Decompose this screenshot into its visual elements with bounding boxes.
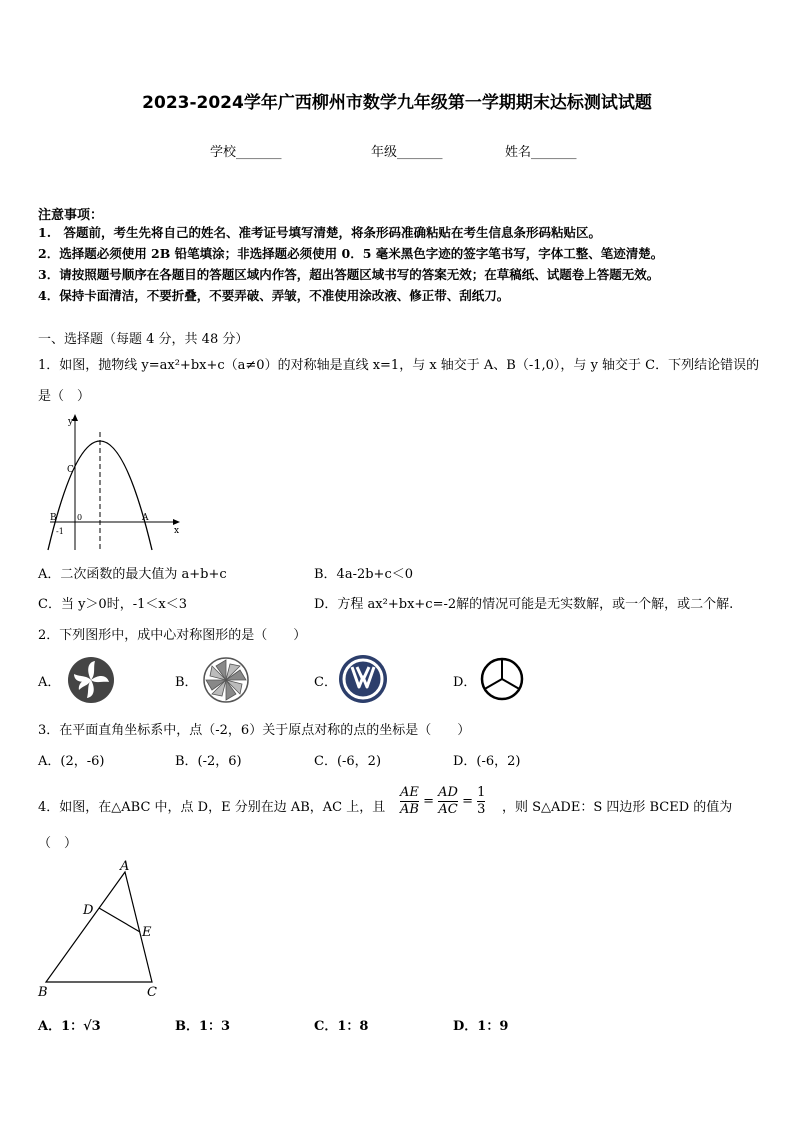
q1-option-c[interactable]: C．当 y＞0时，-1＜x＜3	[38, 597, 187, 612]
q3-option-a[interactable]: A．(2，-6)	[38, 754, 105, 769]
vertex-b-label: B	[38, 985, 48, 1000]
q4-option-b[interactable]: B．1：3	[175, 1019, 231, 1034]
point-c-label: C	[67, 465, 74, 475]
vertex-c-label: C	[147, 985, 157, 1000]
neg-one-label: -1	[56, 527, 64, 536]
note-item: 3．请按照题号顺序在各题目的答题区域内作答，超出答题区域书写的答案无效；在草稿纸、试题卷上答题无效。	[38, 267, 660, 282]
point-a-label: A	[142, 513, 149, 523]
x-label: x	[174, 526, 180, 536]
point-d-label: D	[83, 903, 94, 918]
triangle-figure	[30, 856, 170, 1002]
mercedes-star-icon	[479, 656, 525, 702]
grade-field: 年级_______	[371, 145, 443, 160]
section-heading: 一、选择题（每题 4 分，共 48 分）	[38, 332, 249, 347]
q1-stem-cont: 是（ ）	[38, 389, 91, 404]
fraction-ad-ac: $\frac{AD}{AC}$	[438, 785, 458, 817]
pinwheel-icon	[202, 656, 250, 704]
fraction-one-third: $\frac{1}{3}$	[477, 785, 486, 817]
page-title: 2023-2024学年广西柳州市数学九年级第一学期期末达标测试试题	[142, 93, 652, 113]
q1-option-b[interactable]: B．4a-2b+c＜0	[314, 567, 414, 582]
q1-option-d[interactable]: D．方程 ax²+bx+c=-2解的情况可能是无实数解，或一个解，或二个解.	[314, 597, 734, 612]
school-field: 学校_______	[210, 145, 282, 160]
note-item: 2．选择题必须使用 2B 铅笔填涂；非选择题必须使用 0．5 毫米黑色字迹的签字笔书写，字体工整、笔迹清楚。	[38, 246, 664, 261]
bauhinia-icon	[66, 656, 116, 704]
parabola-graph	[40, 412, 185, 554]
q3-stem: 3．在平面直角坐标系中，点（-2，6）关于原点对称的点的坐标是（ ）	[38, 723, 471, 738]
origin-label: 0	[77, 513, 83, 522]
q2-option-a[interactable]: A．	[38, 675, 61, 690]
vertex-a-label: A	[120, 859, 130, 874]
q4-option-a[interactable]: A．1：√3	[38, 1019, 101, 1034]
q2-option-b[interactable]: B．	[175, 675, 198, 690]
q1-stem: 1．如图，抛物线 y=ax²+bx+c（a≠0）的对称轴是直线 x=1，与 x 轴交于 A、B（-1,0），与 y 轴交于 C．下列结论错误的	[38, 358, 760, 373]
q4-option-d[interactable]: D．1：9	[453, 1019, 509, 1034]
note-item: 1. 答题前，考生先将自己的姓名、准考证号填写清楚，将条形码准确粘贴在考生信息条形码粘贴区。	[38, 225, 602, 240]
q2-stem: 2．下列图形中，成中心对称图形的是（ ）	[38, 628, 307, 643]
q3-option-d[interactable]: D．(-6，2)	[453, 754, 521, 769]
note-item: 4．保持卡面清洁，不要折叠，不要弄破、弄皱，不准使用涂改液、修正带、刮纸刀。	[38, 288, 510, 303]
ratio-equation: $\frac{AE}{AB}$ = $\frac{AD}{AC}$ = $\frac{1}{3}$	[400, 785, 486, 817]
triangle-abc	[46, 872, 152, 982]
x-axis-arrow	[173, 519, 180, 525]
q4-stem-tail: ，则 S△ADE：S 四边形 BCED 的值为	[502, 800, 733, 815]
name-field: 姓名_______	[505, 145, 577, 160]
q4-option-c[interactable]: C．1：8	[314, 1019, 369, 1034]
point-e-label: E	[142, 925, 152, 940]
segment-de	[99, 908, 140, 932]
notes-heading: 注意事项：	[38, 208, 104, 223]
q2-option-c[interactable]: C．	[314, 675, 337, 690]
fraction-ae-ab: $\frac{AE}{AB}$	[400, 785, 419, 817]
q4-stem: 4．如图，在△ABC 中，点 D，E 分别在边 AB，AC 上，且	[38, 800, 386, 815]
point-b-label: B	[50, 513, 57, 523]
y-label: y	[68, 417, 74, 427]
q2-option-d[interactable]: D．	[453, 675, 477, 690]
q1-option-a[interactable]: A．二次函数的最大值为 a+b+c	[38, 567, 227, 582]
q4-stem-cont: （ ）	[38, 836, 78, 851]
q3-option-c[interactable]: C．(-6，2)	[314, 754, 382, 769]
q3-option-b[interactable]: B．(-2，6)	[175, 754, 242, 769]
vw-logo-icon	[338, 654, 388, 704]
